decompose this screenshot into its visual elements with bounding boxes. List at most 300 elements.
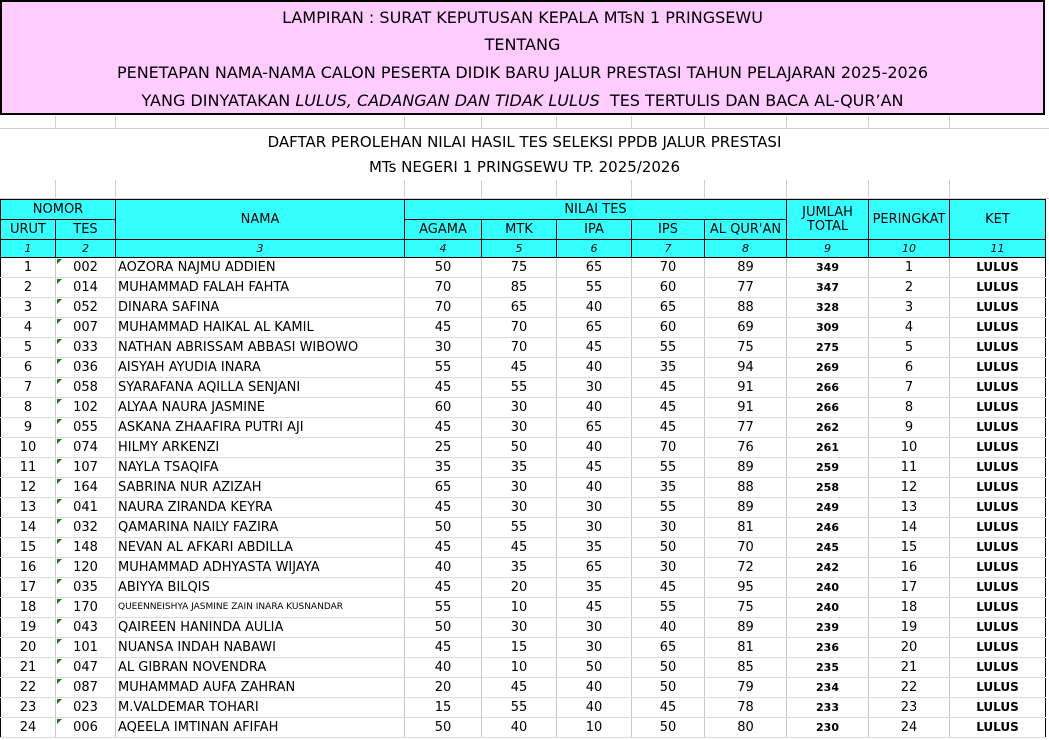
cell-ips[interactable]: 45: [632, 418, 705, 438]
cell-ket[interactable]: LULUS: [950, 698, 1046, 718]
cell-tes[interactable]: [56, 458, 116, 478]
cell-ket[interactable]: LULUS: [950, 478, 1046, 498]
cell-ips[interactable]: 50: [632, 658, 705, 678]
cell-note-marker-icon: [57, 319, 62, 324]
cell-agama[interactable]: 15: [405, 698, 482, 718]
cell-nama[interactable]: NAURA ZIRANDA KEYRA: [116, 498, 405, 518]
cell-nama[interactable]: QAMARINA NAILY FAZIRA: [116, 518, 405, 538]
cell-urut[interactable]: 13: [1, 498, 56, 518]
cell-total[interactable]: 258: [787, 478, 869, 498]
cell-mtk[interactable]: 30: [482, 478, 557, 498]
cell-ipa[interactable]: 65: [557, 318, 632, 338]
cell-alquran[interactable]: 91: [705, 378, 787, 398]
cell-nama[interactable]: AL GIBRAN NOVENDRA: [116, 658, 405, 678]
cell-total[interactable]: 266: [787, 398, 869, 418]
cell-agama[interactable]: 45: [405, 498, 482, 518]
cell-nama[interactable]: ALYAA NAURA JASMINE: [116, 398, 405, 418]
cell-mtk[interactable]: 55: [482, 518, 557, 538]
table-row[interactable]: [1, 478, 1046, 498]
table-row[interactable]: [1, 718, 1046, 738]
cell-total[interactable]: 233: [787, 698, 869, 718]
cell-agama[interactable]: 45: [405, 638, 482, 658]
cell-ipa[interactable]: 40: [557, 678, 632, 698]
table-row[interactable]: [1, 638, 1046, 658]
cell-nama[interactable]: DINARA SAFINA: [116, 298, 405, 318]
cell-nama[interactable]: QAIREEN HANINDA AULIA: [116, 618, 405, 638]
cell-tes[interactable]: [56, 478, 116, 498]
cell-agama[interactable]: 65: [405, 478, 482, 498]
cell-peringkat[interactable]: 22: [869, 678, 950, 698]
cell-ips[interactable]: 35: [632, 358, 705, 378]
cell-total[interactable]: 234: [787, 678, 869, 698]
cell-ipa[interactable]: 55: [557, 278, 632, 298]
cell-agama[interactable]: 55: [405, 598, 482, 618]
cell-ket[interactable]: LULUS: [950, 538, 1046, 558]
cell-ipa[interactable]: 40: [557, 698, 632, 718]
cell-urut[interactable]: 24: [1, 718, 56, 738]
cell-peringkat[interactable]: 10: [869, 438, 950, 458]
cell-agama[interactable]: 35: [405, 458, 482, 478]
cell-total[interactable]: 349: [787, 258, 869, 278]
cell-ips[interactable]: 65: [632, 298, 705, 318]
cell-total[interactable]: 275: [787, 338, 869, 358]
cell-alquran[interactable]: 79: [705, 678, 787, 698]
cell-peringkat[interactable]: 7: [869, 378, 950, 398]
table-row[interactable]: [1, 558, 1046, 578]
cell-ips[interactable]: 45: [632, 398, 705, 418]
cell-ket[interactable]: LULUS: [950, 278, 1046, 298]
cell-peringkat[interactable]: 23: [869, 698, 950, 718]
cell-nama[interactable]: SABRINA NUR AZIZAH: [116, 478, 405, 498]
cell-total[interactable]: 240: [787, 578, 869, 598]
cell-total[interactable]: 262: [787, 418, 869, 438]
cell-mtk[interactable]: 35: [482, 558, 557, 578]
cell-urut[interactable]: 18: [1, 598, 56, 618]
cell-agama[interactable]: 20: [405, 678, 482, 698]
cell-peringkat[interactable]: 19: [869, 618, 950, 638]
cell-mtk[interactable]: 30: [482, 418, 557, 438]
table-row[interactable]: [1, 358, 1046, 378]
cell-total[interactable]: 309: [787, 318, 869, 338]
cell-peringkat[interactable]: 4: [869, 318, 950, 338]
cell-peringkat[interactable]: 1: [869, 258, 950, 278]
cell-ket[interactable]: LULUS: [950, 418, 1046, 438]
cell-mtk[interactable]: 35: [482, 458, 557, 478]
cell-mtk[interactable]: 20: [482, 578, 557, 598]
cell-urut[interactable]: 1: [1, 258, 56, 278]
cell-urut[interactable]: 16: [1, 558, 56, 578]
cell-peringkat[interactable]: 20: [869, 638, 950, 658]
cell-total[interactable]: 269: [787, 358, 869, 378]
cell-ips[interactable]: 35: [632, 478, 705, 498]
cell-mtk[interactable]: 30: [482, 618, 557, 638]
cell-ips[interactable]: 55: [632, 598, 705, 618]
table-row[interactable]: [1, 418, 1046, 438]
table-row[interactable]: [1, 698, 1046, 718]
cell-alquran[interactable]: 88: [705, 478, 787, 498]
cell-ipa[interactable]: 30: [557, 638, 632, 658]
cell-peringkat[interactable]: 2: [869, 278, 950, 298]
cell-tes[interactable]: [56, 438, 116, 458]
cell-urut[interactable]: 4: [1, 318, 56, 338]
table-row[interactable]: [1, 618, 1046, 638]
cell-ket[interactable]: LULUS: [950, 718, 1046, 738]
cell-agama[interactable]: 50: [405, 718, 482, 738]
cell-ipa[interactable]: 30: [557, 498, 632, 518]
cell-ips[interactable]: 45: [632, 698, 705, 718]
cell-tes[interactable]: [56, 278, 116, 298]
cell-ket[interactable]: LULUS: [950, 258, 1046, 278]
cell-note-marker-icon: [57, 639, 62, 644]
cell-total[interactable]: 236: [787, 638, 869, 658]
cell-alquran[interactable]: 89: [705, 458, 787, 478]
cell-tes[interactable]: [56, 658, 116, 678]
cell-nama[interactable]: MUHAMMAD ADHYASTA WIJAYA: [116, 558, 405, 578]
table-row[interactable]: [1, 398, 1046, 418]
cell-peringkat[interactable]: 6: [869, 358, 950, 378]
cell-nama[interactable]: SYARAFANA AQILLA SENJANI: [116, 378, 405, 398]
cell-ket[interactable]: LULUS: [950, 598, 1046, 618]
cell-alquran[interactable]: 75: [705, 598, 787, 618]
cell-nama[interactable]: MUHAMMAD FALAH FAHTA: [116, 278, 405, 298]
cell-tes[interactable]: [56, 558, 116, 578]
cell-mtk[interactable]: 40: [482, 718, 557, 738]
cell-tes[interactable]: [56, 678, 116, 698]
cell-urut[interactable]: 11: [1, 458, 56, 478]
cell-tes[interactable]: [56, 698, 116, 718]
cell-urut[interactable]: 10: [1, 438, 56, 458]
table-row[interactable]: [1, 518, 1046, 538]
cell-peringkat[interactable]: 21: [869, 658, 950, 678]
cell-nama[interactable]: AISYAH AYUDIA INARA: [116, 358, 405, 378]
cell-ips[interactable]: 55: [632, 498, 705, 518]
cell-alquran[interactable]: 95: [705, 578, 787, 598]
cell-ips[interactable]: 60: [632, 318, 705, 338]
cell-alquran[interactable]: 69: [705, 318, 787, 338]
cell-ips[interactable]: 45: [632, 578, 705, 598]
table-row[interactable]: [1, 318, 1046, 338]
cell-agama[interactable]: 25: [405, 438, 482, 458]
cell-note-marker-icon: [57, 599, 62, 604]
cell-urut[interactable]: 12: [1, 478, 56, 498]
cell-ips[interactable]: 55: [632, 458, 705, 478]
cell-agama[interactable]: 45: [405, 418, 482, 438]
cell-ipa[interactable]: 65: [557, 258, 632, 278]
cell-ipa[interactable]: 35: [557, 538, 632, 558]
cell-nama[interactable]: M.VALDEMAR TOHARI: [116, 698, 405, 718]
cell-ket[interactable]: LULUS: [950, 358, 1046, 378]
cell-nama[interactable]: NEVAN AL AFKARI ABDILLA: [116, 538, 405, 558]
cell-tes[interactable]: [56, 498, 116, 518]
cell-agama[interactable]: 40: [405, 658, 482, 678]
cell-alquran[interactable]: 80: [705, 718, 787, 738]
cell-tes[interactable]: [56, 258, 116, 278]
cell-agama[interactable]: 70: [405, 278, 482, 298]
cell-agama[interactable]: 40: [405, 558, 482, 578]
cell-ips[interactable]: 50: [632, 538, 705, 558]
cell-tes-text: 032: [73, 520, 98, 535]
cell-urut[interactable]: 22: [1, 678, 56, 698]
cell-total[interactable]: 246: [787, 518, 869, 538]
cell-ips[interactable]: 55: [632, 338, 705, 358]
cell-peringkat[interactable]: 11: [869, 458, 950, 478]
cell-total[interactable]: 328: [787, 298, 869, 318]
cell-total[interactable]: 261: [787, 438, 869, 458]
cell-agama[interactable]: 45: [405, 378, 482, 398]
col-header-mtk: MTK: [482, 220, 557, 240]
cell-agama[interactable]: 45: [405, 538, 482, 558]
cell-ket[interactable]: LULUS: [950, 378, 1046, 398]
cell-peringkat[interactable]: 5: [869, 338, 950, 358]
header-line-4-suffix: TES TERTULIS DAN BACA AL-QUR’AN: [599, 91, 904, 110]
cell-mtk[interactable]: 30: [482, 498, 557, 518]
cell-nama[interactable]: AOZORA NAJMU ADDIEN: [116, 258, 405, 278]
cell-nama[interactable]: NAYLA TSAQIFA: [116, 458, 405, 478]
cell-ipa[interactable]: 45: [557, 598, 632, 618]
cell-alquran[interactable]: 81: [705, 518, 787, 538]
cell-urut[interactable]: 17: [1, 578, 56, 598]
cell-peringkat[interactable]: 15: [869, 538, 950, 558]
cell-agama[interactable]: 55: [405, 358, 482, 378]
cell-ket[interactable]: LULUS: [950, 638, 1046, 658]
cell-alquran[interactable]: 75: [705, 338, 787, 358]
cell-nama[interactable]: HILMY ARKENZI: [116, 438, 405, 458]
cell-tes-text: 047: [73, 660, 98, 675]
cell-nama[interactable]: MUHAMMAD AUFA ZAHRAN: [116, 678, 405, 698]
cell-mtk[interactable]: 15: [482, 638, 557, 658]
table-row[interactable]: [1, 298, 1046, 318]
cell-tes[interactable]: [56, 358, 116, 378]
cell-nama[interactable]: AQEELA IMTINAN AFIFAH: [116, 718, 405, 738]
cell-urut[interactable]: 8: [1, 398, 56, 418]
cell-peringkat[interactable]: 18: [869, 598, 950, 618]
cell-mtk[interactable]: 50: [482, 438, 557, 458]
cell-ket[interactable]: LULUS: [950, 678, 1046, 698]
cell-tes[interactable]: [56, 298, 116, 318]
col-header-jumlah: JUMLAH: [802, 204, 853, 220]
cell-alquran[interactable]: 70: [705, 538, 787, 558]
cell-agama[interactable]: 45: [405, 578, 482, 598]
cell-urut[interactable]: 9: [1, 418, 56, 438]
cell-ket[interactable]: LULUS: [950, 558, 1046, 578]
cell-ipa[interactable]: 40: [557, 438, 632, 458]
cell-mtk[interactable]: 70: [482, 338, 557, 358]
cell-mtk[interactable]: 45: [482, 538, 557, 558]
cell-ips[interactable]: 50: [632, 718, 705, 738]
cell-ket[interactable]: LULUS: [950, 338, 1046, 358]
cell-ips[interactable]: 30: [632, 518, 705, 538]
cell-tes[interactable]: [56, 398, 116, 418]
cell-ipa[interactable]: 10: [557, 718, 632, 738]
cell-alquran[interactable]: 89: [705, 498, 787, 518]
table-row[interactable]: [1, 538, 1046, 558]
cell-alquran[interactable]: 89: [705, 258, 787, 278]
cell-total[interactable]: 235: [787, 658, 869, 678]
cell-agama[interactable]: 50: [405, 258, 482, 278]
col-index: 3: [116, 240, 405, 258]
cell-agama[interactable]: 50: [405, 518, 482, 538]
cell-ipa[interactable]: 65: [557, 418, 632, 438]
cell-peringkat[interactable]: 24: [869, 718, 950, 738]
cell-ket[interactable]: LULUS: [950, 398, 1046, 418]
cell-alquran[interactable]: 72: [705, 558, 787, 578]
cell-ket[interactable]: LULUS: [950, 318, 1046, 338]
cell-mtk[interactable]: 45: [482, 358, 557, 378]
cell-mtk[interactable]: 10: [482, 598, 557, 618]
cell-ips[interactable]: 30: [632, 558, 705, 578]
cell-urut[interactable]: 21: [1, 658, 56, 678]
cell-mtk[interactable]: 10: [482, 658, 557, 678]
cell-nama[interactable]: NUANSA INDAH NABAWI: [116, 638, 405, 658]
cell-urut[interactable]: 23: [1, 698, 56, 718]
cell-ips[interactable]: 60: [632, 278, 705, 298]
table-row[interactable]: [1, 378, 1046, 398]
cell-peringkat[interactable]: 12: [869, 478, 950, 498]
cell-alquran[interactable]: 88: [705, 298, 787, 318]
cell-peringkat[interactable]: 16: [869, 558, 950, 578]
cell-alquran[interactable]: 89: [705, 618, 787, 638]
cell-alquran[interactable]: 91: [705, 398, 787, 418]
cell-urut[interactable]: 3: [1, 298, 56, 318]
cell-tes[interactable]: [56, 598, 116, 618]
cell-ket[interactable]: LULUS: [950, 458, 1046, 478]
cell-ipa[interactable]: 40: [557, 398, 632, 418]
cell-peringkat[interactable]: 14: [869, 518, 950, 538]
cell-nama[interactable]: ASKANA ZHAAFIRA PUTRI AJI: [116, 418, 405, 438]
cell-ipa[interactable]: 35: [557, 578, 632, 598]
cell-agama[interactable]: 30: [405, 338, 482, 358]
cell-alquran[interactable]: 85: [705, 658, 787, 678]
cell-alquran[interactable]: 77: [705, 418, 787, 438]
cell-tes[interactable]: [56, 518, 116, 538]
cell-ips[interactable]: 45: [632, 378, 705, 398]
cell-tes[interactable]: [56, 318, 116, 338]
cell-urut[interactable]: 19: [1, 618, 56, 638]
cell-tes[interactable]: [56, 578, 116, 598]
table-row[interactable]: [1, 658, 1046, 678]
cell-alquran[interactable]: 77: [705, 278, 787, 298]
cell-urut[interactable]: 7: [1, 378, 56, 398]
cell-ips[interactable]: 70: [632, 438, 705, 458]
cell-agama[interactable]: 60: [405, 398, 482, 418]
cell-mtk[interactable]: 55: [482, 698, 557, 718]
cell-tes[interactable]: [56, 378, 116, 398]
cell-ipa[interactable]: 65: [557, 558, 632, 578]
table-row[interactable]: [1, 278, 1046, 298]
cell-ipa[interactable]: 40: [557, 358, 632, 378]
cell-peringkat[interactable]: 13: [869, 498, 950, 518]
cell-ips[interactable]: 70: [632, 258, 705, 278]
table-row[interactable]: [1, 458, 1046, 478]
cell-mtk[interactable]: 55: [482, 378, 557, 398]
cell-alquran[interactable]: 78: [705, 698, 787, 718]
cell-ket[interactable]: LULUS: [950, 518, 1046, 538]
cell-mtk[interactable]: 45: [482, 678, 557, 698]
cell-peringkat[interactable]: 8: [869, 398, 950, 418]
cell-urut[interactable]: 6: [1, 358, 56, 378]
cell-ips[interactable]: 40: [632, 618, 705, 638]
cell-total[interactable]: 245: [787, 538, 869, 558]
cell-total[interactable]: 239: [787, 618, 869, 638]
cell-total[interactable]: 240: [787, 598, 869, 618]
cell-total[interactable]: 242: [787, 558, 869, 578]
cell-nama[interactable]: NATHAN ABRISSAM ABBASI WIBOWO: [116, 338, 405, 358]
cell-nama[interactable]: ABIYYA BILQIS: [116, 578, 405, 598]
cell-ipa[interactable]: 30: [557, 518, 632, 538]
cell-ipa[interactable]: 50: [557, 658, 632, 678]
table-row[interactable]: [1, 258, 1046, 278]
cell-tes[interactable]: [56, 638, 116, 658]
cell-total[interactable]: 230: [787, 718, 869, 738]
table-row[interactable]: [1, 438, 1046, 458]
cell-total[interactable]: 266: [787, 378, 869, 398]
cell-alquran[interactable]: 94: [705, 358, 787, 378]
cell-mtk[interactable]: 75: [482, 258, 557, 278]
cell-agama[interactable]: 50: [405, 618, 482, 638]
cell-ket[interactable]: LULUS: [950, 438, 1046, 458]
cell-ips[interactable]: 50: [632, 678, 705, 698]
cell-ipa[interactable]: 45: [557, 338, 632, 358]
cell-alquran[interactable]: 76: [705, 438, 787, 458]
cell-urut[interactable]: 5: [1, 338, 56, 358]
cell-mtk[interactable]: 85: [482, 278, 557, 298]
table-row[interactable]: [1, 498, 1046, 518]
cell-total[interactable]: 249: [787, 498, 869, 518]
cell-ips[interactable]: 65: [632, 638, 705, 658]
cell-ipa[interactable]: 40: [557, 478, 632, 498]
cell-ipa[interactable]: 30: [557, 378, 632, 398]
table-row[interactable]: [1, 578, 1046, 598]
cell-ipa[interactable]: 45: [557, 458, 632, 478]
cell-mtk[interactable]: 30: [482, 398, 557, 418]
cell-ket[interactable]: LULUS: [950, 618, 1046, 638]
col-index: 1: [1, 240, 56, 258]
table-row[interactable]: [1, 598, 1046, 618]
cell-urut[interactable]: 14: [1, 518, 56, 538]
cell-urut[interactable]: 2: [1, 278, 56, 298]
cell-urut[interactable]: 20: [1, 638, 56, 658]
cell-nama[interactable]: QUEENNEISHYA JASMINE ZAIN INARA KUSNANDAR: [116, 598, 405, 618]
cell-total[interactable]: 259: [787, 458, 869, 478]
spreadsheet-gridrow: [0, 180, 1049, 199]
table-row[interactable]: [1, 678, 1046, 698]
cell-ket[interactable]: LULUS: [950, 578, 1046, 598]
cell-peringkat[interactable]: 9: [869, 418, 950, 438]
cell-agama[interactable]: 70: [405, 298, 482, 318]
cell-peringkat[interactable]: 3: [869, 298, 950, 318]
cell-peringkat[interactable]: 17: [869, 578, 950, 598]
cell-ipa[interactable]: 40: [557, 298, 632, 318]
cell-mtk[interactable]: 65: [482, 298, 557, 318]
cell-total[interactable]: 347: [787, 278, 869, 298]
cell-alquran[interactable]: 81: [705, 638, 787, 658]
cell-tes[interactable]: [56, 618, 116, 638]
cell-ket[interactable]: LULUS: [950, 498, 1046, 518]
cell-tes[interactable]: [56, 718, 116, 738]
cell-tes[interactable]: [56, 418, 116, 438]
cell-ket[interactable]: LULUS: [950, 658, 1046, 678]
cell-ipa[interactable]: 30: [557, 618, 632, 638]
cell-tes[interactable]: [56, 338, 116, 358]
cell-agama[interactable]: 45: [405, 318, 482, 338]
cell-mtk[interactable]: 70: [482, 318, 557, 338]
table-row[interactable]: [1, 338, 1046, 358]
cell-nama[interactable]: MUHAMMAD HAIKAL AL KAMIL: [116, 318, 405, 338]
cell-tes-text: 036: [73, 360, 98, 375]
cell-tes[interactable]: [56, 538, 116, 558]
cell-urut[interactable]: 15: [1, 538, 56, 558]
cell-ket[interactable]: LULUS: [950, 298, 1046, 318]
